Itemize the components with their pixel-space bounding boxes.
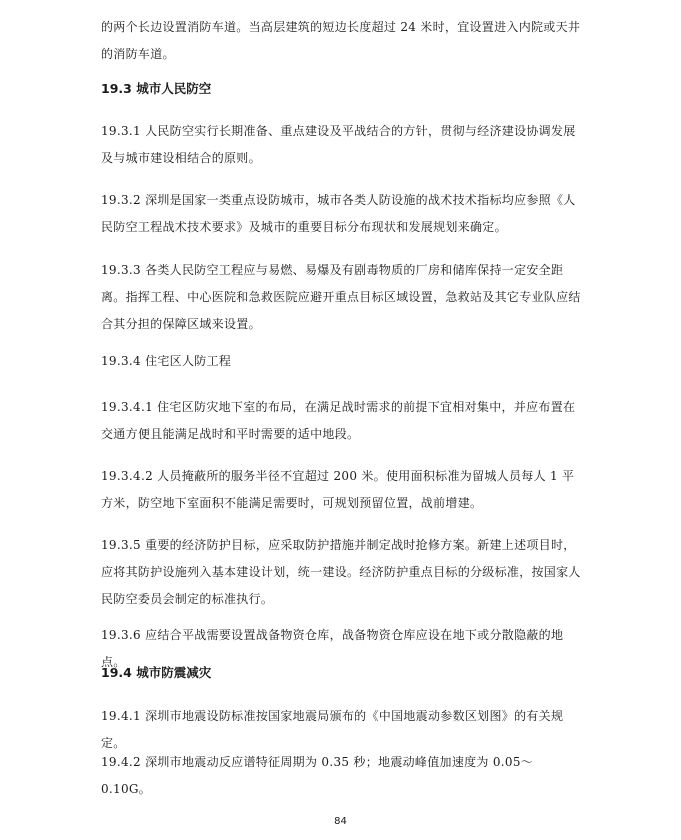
section-heading-19-4: 19.4 城市防震减灾 [101, 665, 212, 680]
section-heading-19-3: 19.3 城市人民防空 [101, 81, 212, 96]
paragraph-19-4-1: 19.4.1 深圳市地震设防标准按国家地震局颁布的《中国地震动参数区划图》的有关规定。 [101, 709, 564, 750]
paragraph-19-4-2: 19.4.2 深圳市地震动反应谱特征周期为 0.35 秒；地震动峰值加速度为 0.05～0.10G。 [101, 755, 534, 796]
page-number: 84 [334, 816, 347, 827]
paragraph-fire-lane: 的两个长边设置消防车道。当高层建筑的短边长度超过 24 米时，宜设置进入内院或天井的消防车道。 [101, 20, 581, 61]
paragraph-19-3-4-1: 19.3.4.1 住宅区防灾地下室的布局，在满足战时需求的前提下宜相对集中，并应布置在交通方便且能满足战时和平时需要的适中地段。 [101, 400, 576, 441]
paragraph-19-3-4-2: 19.3.4.2 人员掩蔽所的服务半径不宜超过 200 米。使用面积标准为留城人员每人 1 平方米，防空地下室面积不能满足需要时，可规划预留位置，战前增建。 [101, 469, 575, 510]
paragraph-19-3-4: 19.3.4 住宅区人防工程 [101, 354, 232, 368]
paragraph-19-3-3: 19.3.3 各类人民防空工程应与易燃、易爆及有剧毒物质的厂房和储库保持一定安全距离。指挥工程、中心医院和急救医院应避开重点目标区域设置，急救站及其它专业队应结合其分担的保障区域来设置。 [101, 263, 581, 331]
paragraph-19-3-2: 19.3.2 深圳是国家一类重点设防城市，城市各类人防设施的战术技术指标均应参照《人民防空工程战术技术要求》及城市的重要目标分布现状和发展规划来确定。 [101, 193, 576, 234]
paragraph-19-3-1: 19.3.1 人民防空实行长期准备、重点建设及平战结合的方针，贯彻与经济建设协调发展及与城市建设相结合的原则。 [101, 124, 576, 165]
paragraph-19-3-5: 19.3.5 重要的经济防护目标，应采取防护措施并制定战时抢修方案。新建上述项目时，应将其防护设施列入基本建设计划，统一建设。经济防护重点目标的分级标准，按国家人民防空委员会制定的标准执行。 [101, 538, 581, 606]
paragraph-19-3-6: 19.3.6 应结合平战需要设置战备物资仓库，战备物资仓库应设在地下或分散隐蔽的地点。 [101, 628, 564, 669]
